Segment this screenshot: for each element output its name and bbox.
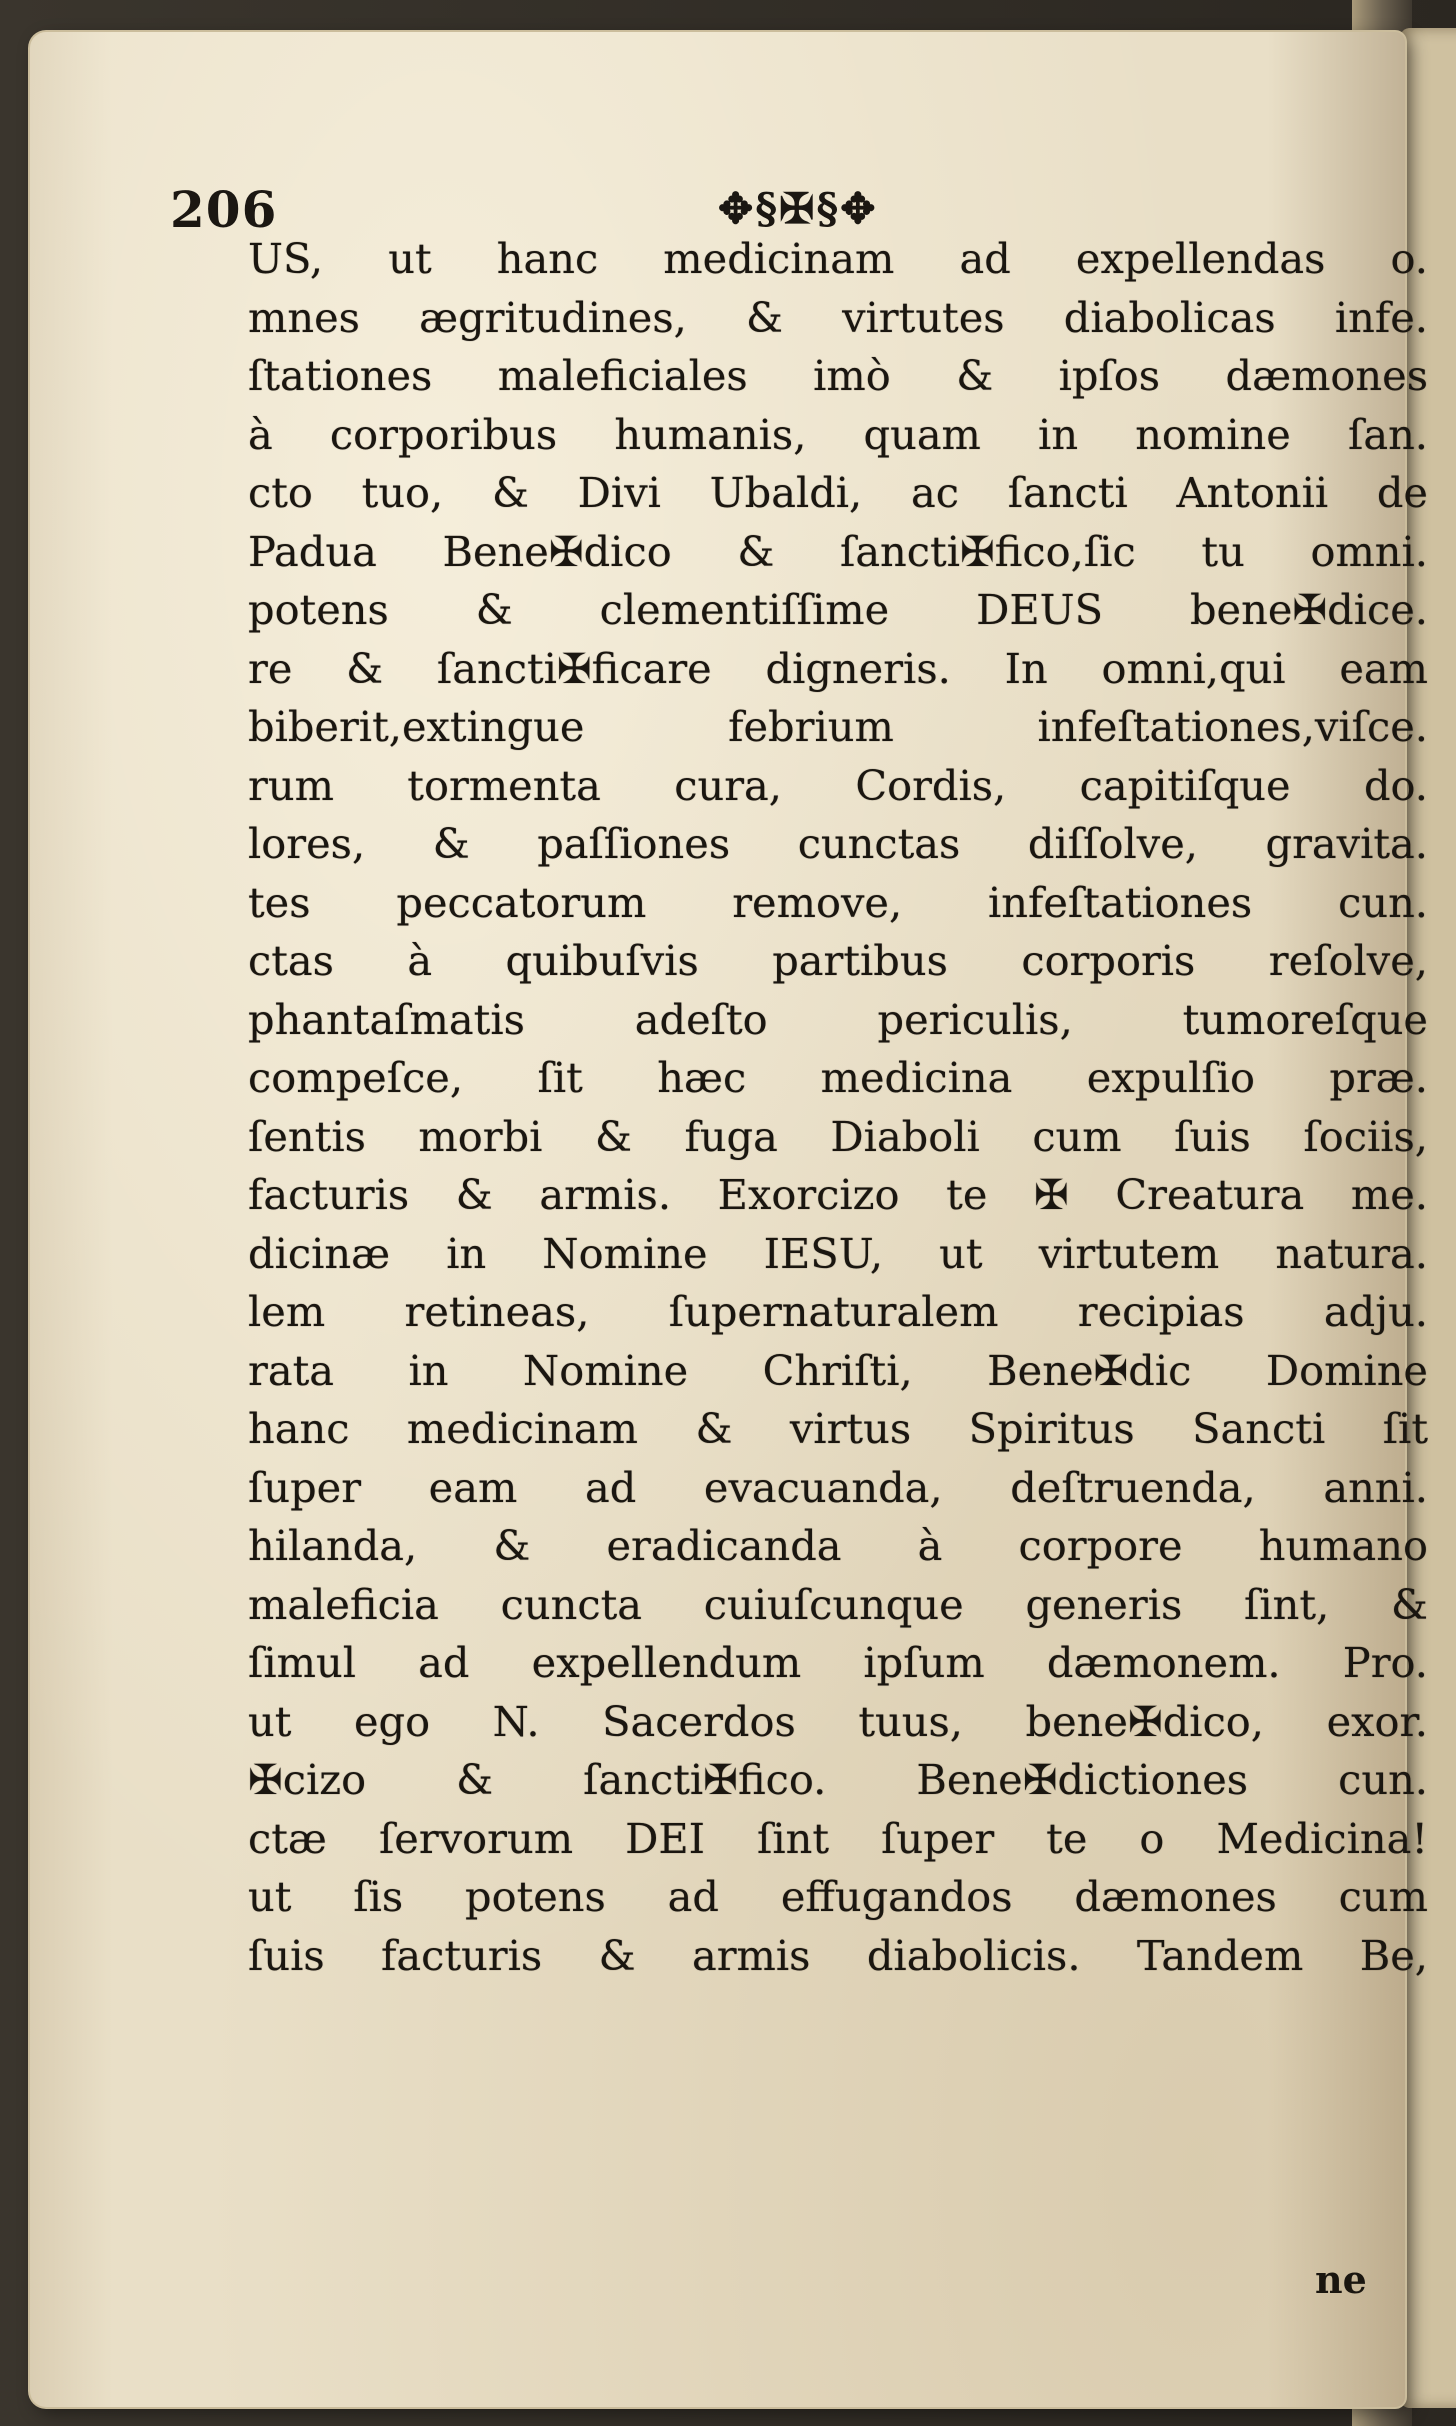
text-line: lem retineas, ſupernaturalem recipias adju. [248, 1287, 1428, 1336]
text-line: rata in Nomine Chriſti, Bene✠dic Domine [248, 1345, 1428, 1395]
text-line: rum tormenta cura, Cordis, capitiſque do. [248, 760, 1428, 810]
text-line: maleficia cuncta cuiuſcunque generis ſint, & [248, 1579, 1428, 1629]
text-line: cto tuo, & Divi Ubaldi, ac ſancti Antonii de [248, 468, 1428, 517]
text-line: ut ego N. Sacerdos tuus, bene✠dico, exor. [248, 1696, 1428, 1746]
text-line: tes peccatorum remove, infeſtationes cun. [248, 877, 1428, 927]
text-line: biberit,extingue febrium infeſtationes,viſce. [248, 702, 1428, 751]
header-ornament: ✥§✠§✥ [718, 184, 878, 233]
page-number: 206 [170, 180, 278, 239]
book-page [30, 32, 1428, 2407]
text-line: mnes ægritudines, & virtutes diabolicas infe. [248, 292, 1428, 342]
text-line: ut ſis potens ad effugandos dæmones cum [248, 1872, 1428, 1921]
text-line: re & ſancti✠ficare digneris. In omni,qui eam [248, 643, 1428, 693]
text-line: compeſce, ſit hæc medicina expulſio præ. [248, 1053, 1428, 1102]
text-line: Padua Bene✠dico & ſancti✠fico,ſic tu omni. [248, 526, 1428, 576]
text-line: US, ut hanc medicinam ad expellendas o. [248, 234, 1428, 283]
catchword: ne [1315, 2257, 1367, 2302]
text-line: dicinæ in Nomine IESU, ut virtutem natura. [248, 1228, 1428, 1278]
text-line: ſentis morbi & fuga Diaboli cum ſuis ſociis, [248, 1111, 1428, 1161]
text-line: ſimul ad expellendum ipſum dæmonem. Pro. [248, 1638, 1428, 1687]
text-line: ſuis facturis & armis diabolicis. Tandem Be, [248, 1930, 1428, 1980]
text-line: ſtationes maleficiales imò & ipſos dæmones [248, 351, 1428, 400]
text-line: hanc medicinam & virtus Spiritus Sancti ſit [248, 1404, 1428, 1453]
text-line: facturis & armis. Exorcizo te ✠ Creatura me. [248, 1170, 1428, 1219]
text-line: potens & clementiſſime DEUS bene✠dice. [248, 585, 1428, 634]
text-line: lores, & paſſiones cunctas diſſolve, gravita. [248, 819, 1428, 868]
text-line: ctas à quibuſvis partibus corporis reſolve, [248, 936, 1428, 985]
text-line: à corporibus humanis, quam in nomine ſan. [248, 409, 1428, 459]
text-line: ✠cizo & ſancti✠fico. Bene✠dictiones cun. [248, 1755, 1428, 1804]
text-line: ctæ ſervorum DEI ſint ſuper te o Medicina! [248, 1813, 1428, 1863]
text-line: phantaſmatis adeſto periculis, tumoreſque [248, 994, 1428, 1044]
body-text [248, 230, 1433, 1985]
text-line: hilanda, & eradicanda à corpore humano [248, 1521, 1428, 1570]
text-line: ſuper eam ad evacuanda, deſtruenda, anni. [248, 1462, 1428, 1512]
